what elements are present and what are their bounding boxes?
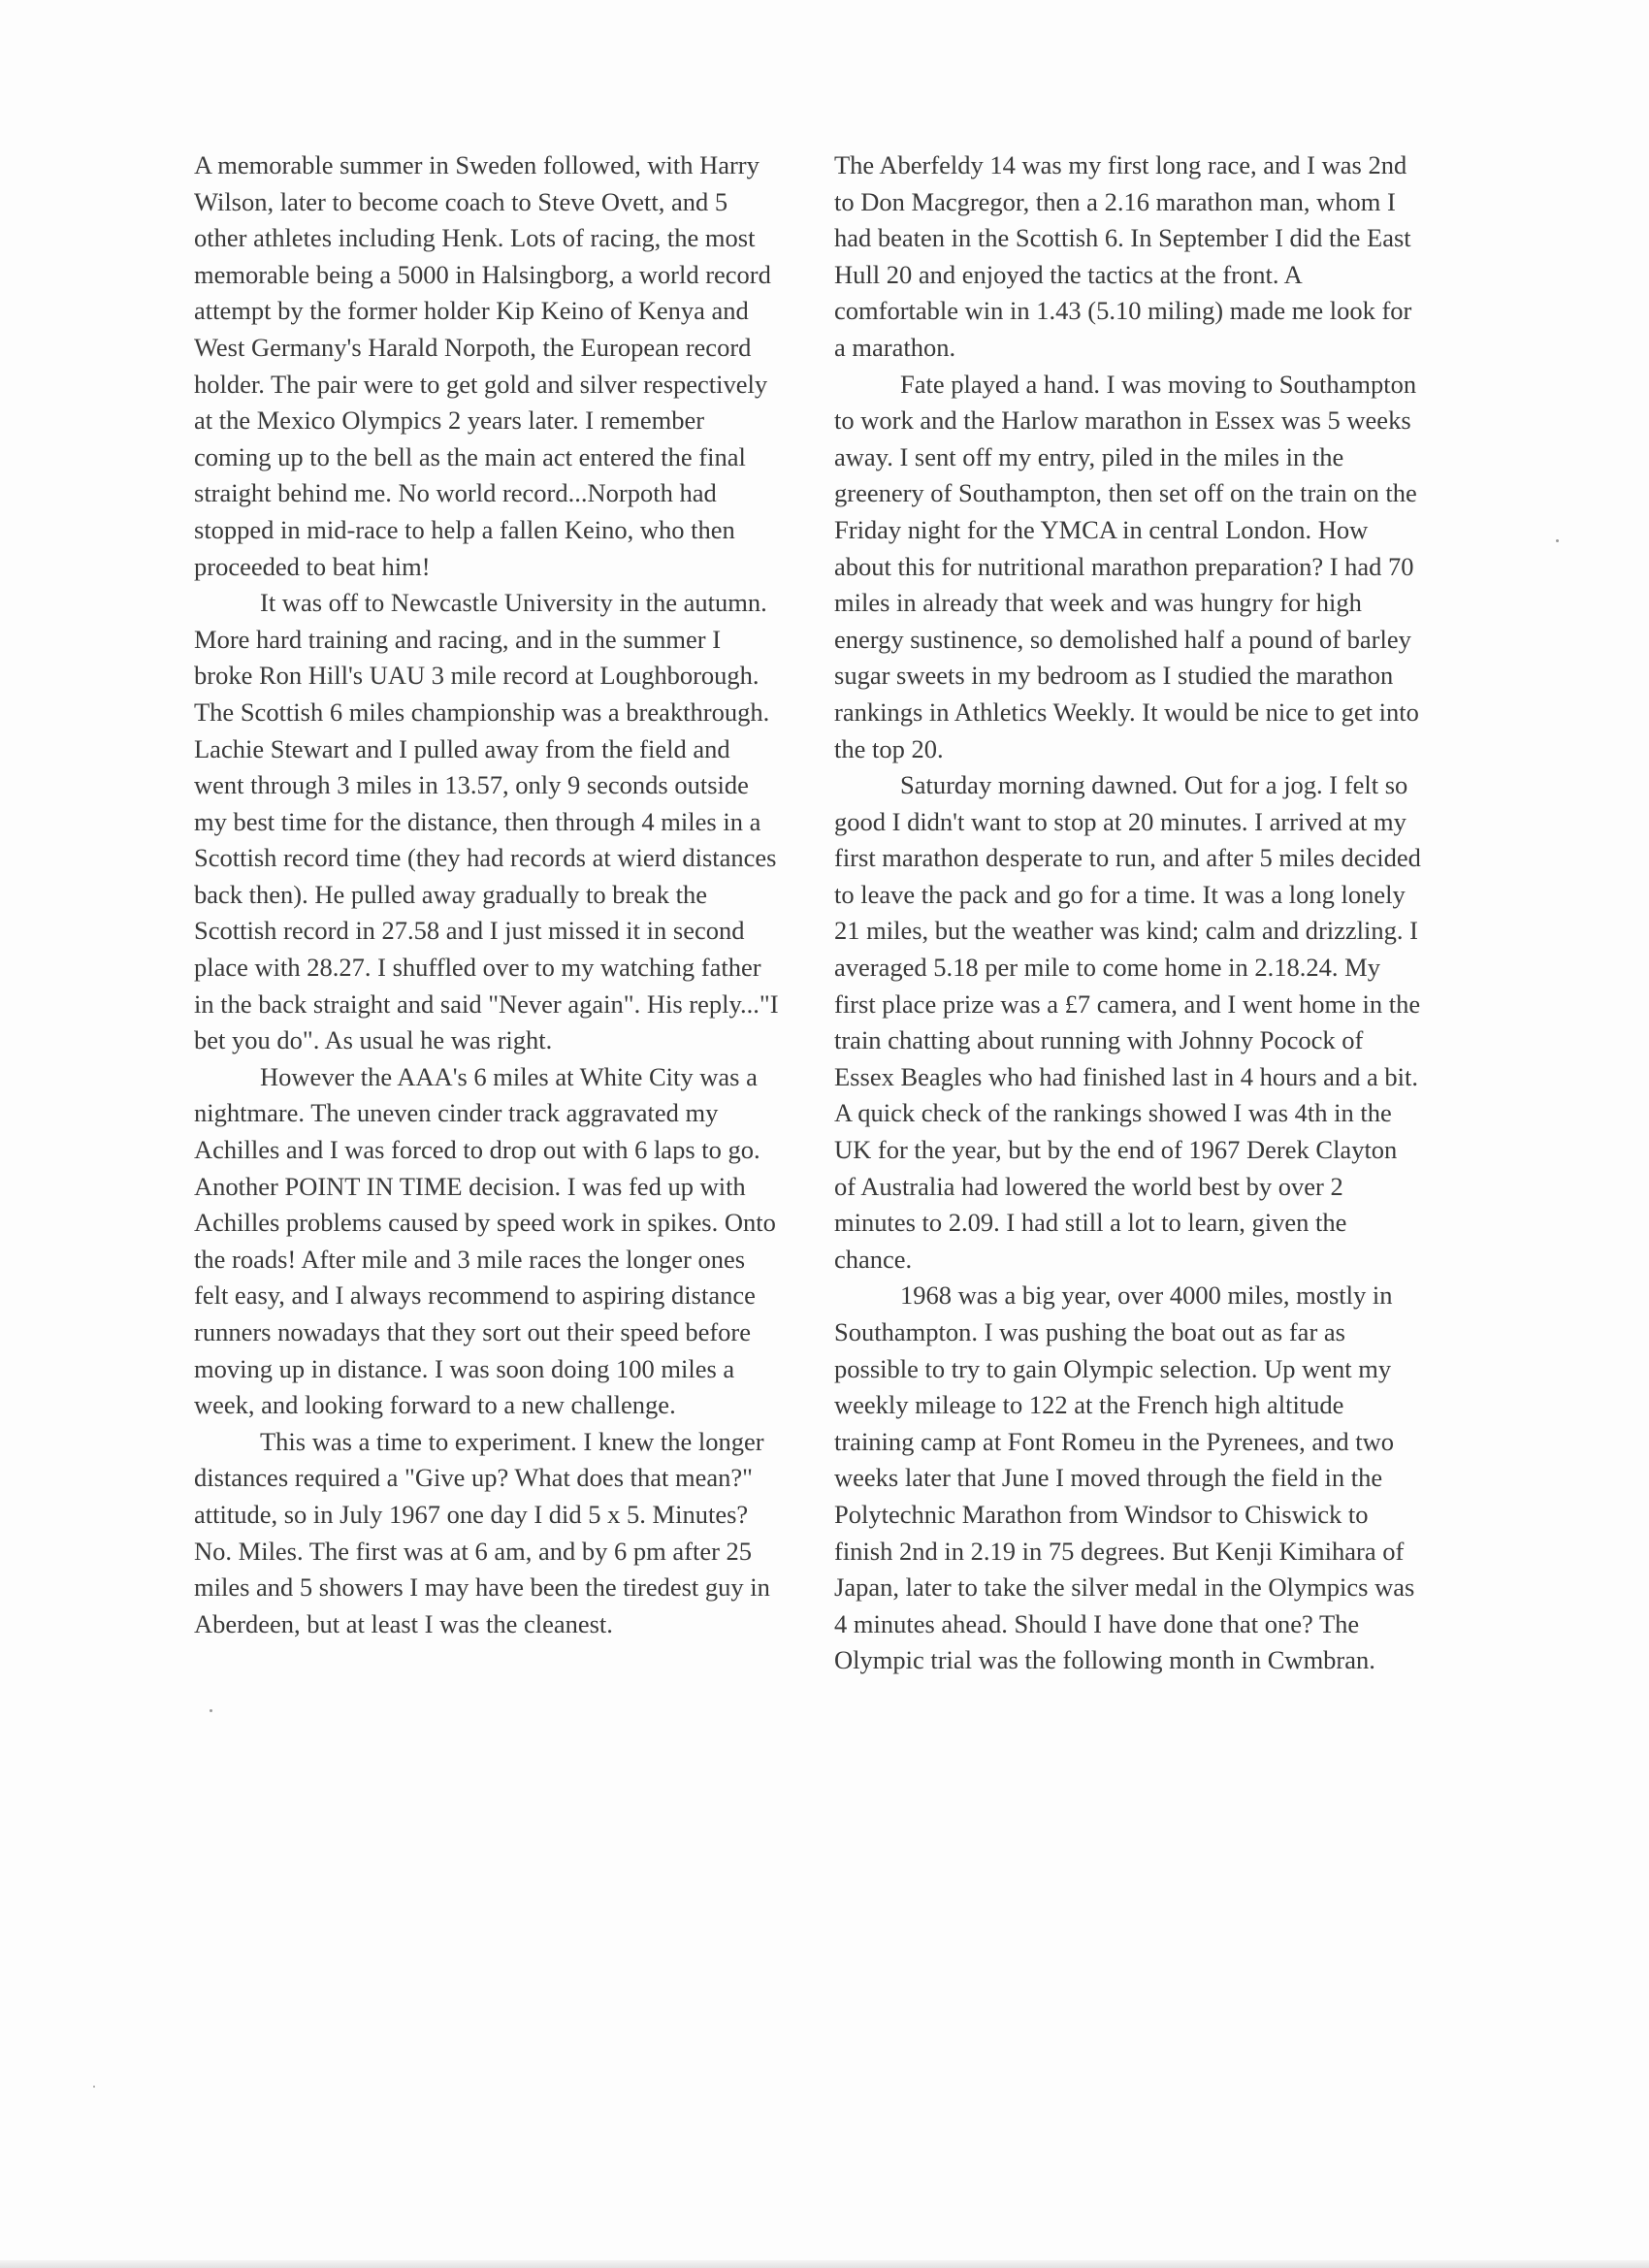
left-paragraph-2: It was off to Newcastle University in the autumn. More hard training and racing, and in the summer I broke Ron Hill's UAU 3 mile record at Loughborough. The Scottish 6 miles championship was a breakthrough. Lachie Stewart and I pulled away from the field and went through 3 miles in 13.57, only 9 seconds outside my best time for the distance, then through 4 miles in a Scottish record time (they had records at wierd distances back then). He pulled away gradually to break the Scottish record in 27.58 and I just missed it in second place with 28.27. I shuffled over to my watching father in the back straight and said "Never again". His reply..."I bet you do". As usual he was right. xyxy=(194,588,779,1055)
right-text-column xyxy=(834,147,1424,1679)
right-paragraph-1: The Aberfeldy 14 was my first long race, and I was 2nd to Don Macgregor, then a 2.16 marathon man, whom I had beaten in the Scottish 6. In September I did the East Hull 20 and enjoyed the tactics at the front. A comfortable win in 1.43 (5.10 miling) made me look for a marathon. xyxy=(834,150,1412,362)
left-paragraph-3: However the AAA's 6 miles at White City was a nightmare. The uneven cinder track aggravated my Achilles and I was forced to drop out with 6 laps to go. Another POINT IN TIME decision. I was fed up with Achilles problems caused by speed work in spikes. Onto the roads! After mile and 3 mile races the longer ones felt easy, and I always recommend to aspiring distance runners nowadays that they sort out their speed before moving up in distance. I was soon doing 100 miles a week, and looking forward to a new challenge. xyxy=(194,1061,776,1420)
scan-speck xyxy=(210,1709,212,1712)
scan-bottom-edge xyxy=(0,2260,1649,2268)
left-paragraph-1: A memorable summer in Sweden followed, with Harry Wilson, later to become coach to Steve Ovett, and 5 other athletes including Henk. Lots of racing, the most memorable being a 5000 in Halsingborg, a world record attempt by the former holder Kip Keino of Kenya and West Germany's Harald Norpoth, the European record holder. The pair were to get gold and silver respectively at the Mexico Olympics 2 years later. I remember coming up to the bell as the main act entered the final straight behind me. No world record...Norpoth had stopped in mid-race to help a fallen Keino, who then proceeded to beat him! xyxy=(194,150,771,581)
scan-speck xyxy=(1556,539,1559,542)
right-paragraph-2: Fate played a hand. I was moving to Southampton to work and the Harlow marathon in Essex was 5 weeks away. I sent off my entry, piled in the miles in the greenery of Southampton, then set off on the train on the Friday night for the YMCA in central London. How about this for nutritional marathon preparation? I had 70 miles in already that week and was hungry for high energy sustinence, so demolished half a pound of barley sugar sweets in my bedroom as I studied the marathon rankings in Athletics Weekly. It would be nice to get into the top 20. xyxy=(834,369,1419,763)
scan-speck xyxy=(93,2086,95,2088)
right-paragraph-4: 1968 was a big year, over 4000 miles, mostly in Southampton. I was pushing the boat out as far as possible to try to gain Olympic selection. Up went my weekly mileage to 122 at the French high altitude training camp at Font Romeu in the Pyrenees, and two weeks later that June I moved through the field in the Polytechnic Marathon from Windsor to Chiswick to finish 2nd in 2.19 in 75 degrees. But Kenji Kimihara of Japan, later to take the silver medal in the Olympics was 4 minutes ahead. Should I have done that one? The Olympic trial was the following month in Cwmbran. xyxy=(834,1280,1415,1675)
right-paragraph-3: Saturday morning dawned. Out for a jog. I felt so good I didn't want to stop at 20 minutes. I arrived at my first marathon desperate to run, and after 5 miles decided to leave the pack and go for a time. It was a long lonely 21 miles, but the weather was kind; calm and drizzling. I averaged 5.18 per mile to come home in 2.18.24. My first place prize was a £7 camera, and I went home in the train chatting about running with Johnny Pocock of Essex Beagles who had finished last in 4 hours and a bit. A quick check of the rankings showed I was 4th in the UK for the year, but by the end of 1967 Derek Clayton of Australia had lowered the world best by over 2 minutes to 2.09. I had still a lot to learn, given the chance. xyxy=(834,770,1421,1274)
left-paragraph-4: This was a time to experiment. I knew the longer distances required a "Give up? What does that mean?" attitude, so in July 1967 one day I did 5 x 5. Minutes? No. Miles. The first was at 6 am, and by 6 pm after 25 miles and 5 showers I may have been the tiredest guy in Aberdeen, but at least I was the cleanest. xyxy=(194,1426,770,1638)
left-text-column xyxy=(194,147,784,1642)
